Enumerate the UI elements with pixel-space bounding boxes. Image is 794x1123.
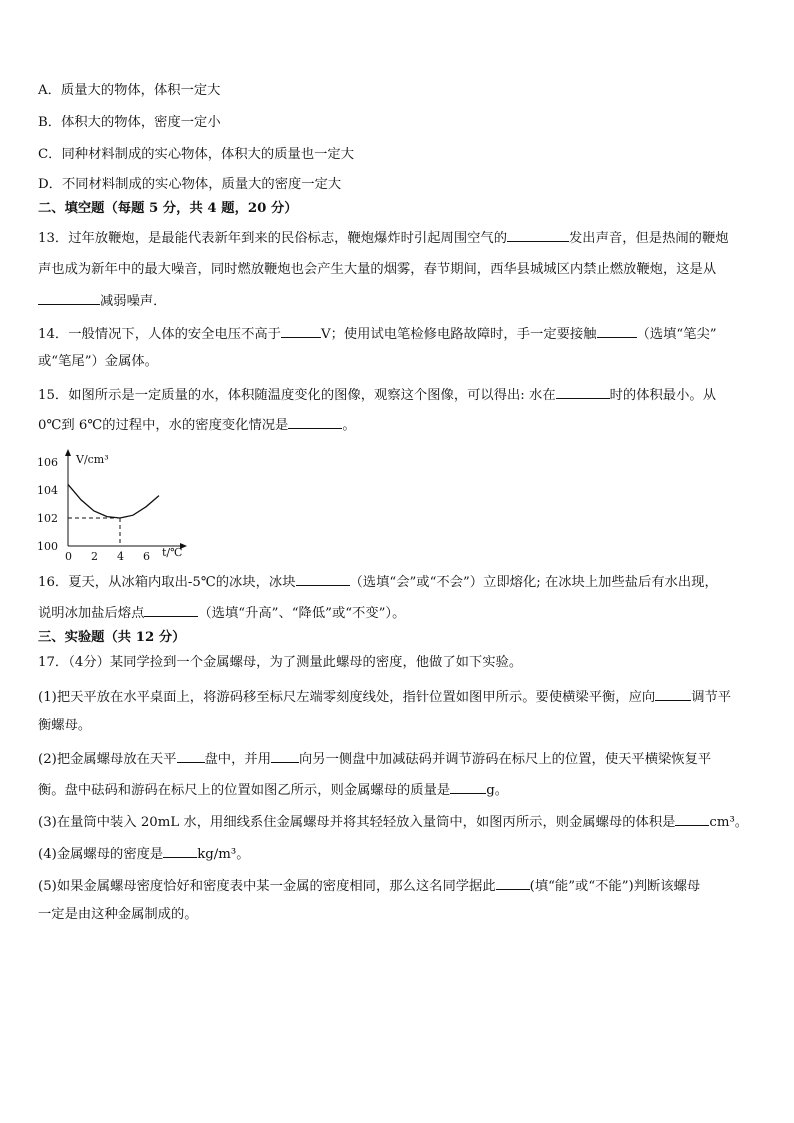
q15-text-3: 0℃到 6℃的过程中，水的密度变化情况是 xyxy=(38,418,289,433)
answer-blank[interactable] xyxy=(177,748,205,763)
q17-text: 衡。盘中砝码和游码在标尺上的位置如图乙所示，则金属螺母的质量是 xyxy=(38,783,451,798)
q14-text-3: （选填“笔尖” xyxy=(636,327,717,342)
answer-blank[interactable] xyxy=(38,290,100,305)
q17-text: 向另一侧盘中加减砝码并调节游码在标尺上的位置，使天平横梁恢复平 xyxy=(299,752,712,767)
question-14-line-1 xyxy=(38,323,763,345)
q17-text: 盘中，并用 xyxy=(204,752,271,767)
question-13-line-3 xyxy=(38,290,763,312)
answer-blank[interactable] xyxy=(675,811,709,826)
q17-text: cm³。 xyxy=(709,815,749,830)
answer-blank[interactable] xyxy=(597,323,637,338)
volume-temperature-chart xyxy=(34,448,194,560)
answer-blank[interactable] xyxy=(271,748,299,763)
question-15-line-2 xyxy=(38,414,763,436)
question-17-intro: 17．（4分）某同学捡到一个金属螺母，为了测量此螺母的密度，他做了如下实验。 xyxy=(38,655,523,670)
answer-blank[interactable] xyxy=(144,602,198,617)
q16-text-1: 16．夏天，从冰箱内取出-5℃的冰块，冰块 xyxy=(38,575,296,590)
question-16-line-1 xyxy=(38,571,763,593)
q17-text: kg/m³。 xyxy=(197,847,250,862)
question-16-line-2 xyxy=(38,602,763,624)
q17-text: (4)金属螺母的密度是 xyxy=(38,847,164,862)
option-a: A．质量大的物体，体积一定大 xyxy=(38,83,221,98)
y-tick-label: 100 xyxy=(37,540,58,553)
x-axis-label: t/℃ xyxy=(162,546,183,559)
q17-text: (填“能”或“不能”)判断该螺母 xyxy=(529,879,701,894)
q13-text-2: 发出声音，但是热闹的鞭炮 xyxy=(569,231,729,246)
option-d: D．不同材料制成的实心物体，质量大的密度一定大 xyxy=(38,177,342,192)
question-17-part-2-line-2 xyxy=(38,779,763,801)
answer-blank[interactable] xyxy=(288,414,342,429)
question-17-part-5-line-1 xyxy=(38,875,763,897)
q17-text: g。 xyxy=(486,783,509,798)
volume-curve xyxy=(68,484,159,518)
question-15-line-1 xyxy=(38,384,763,406)
q16-text-2: （选填“会”或“不会”）立即熔化; 在冰块上加些盐后有水出现， xyxy=(349,575,718,590)
y-axis-label: V/cm³ xyxy=(76,453,109,466)
question-17-part-5-line-2: 一定是由这种金属制成的。 xyxy=(38,907,198,922)
q15-text-1: 15．如图所示是一定质量的水，体积随温度变化的图像，观察这个图像，可以得出: 水在 xyxy=(38,388,556,403)
section-heading-experiment: 三、实验题（共 12 分） xyxy=(38,630,186,645)
x-tick-label: 2 xyxy=(91,550,98,560)
answer-blank[interactable] xyxy=(556,384,610,399)
x-tick-label: 0 xyxy=(65,550,72,560)
answer-blank[interactable] xyxy=(507,227,569,242)
question-17-part-4 xyxy=(38,843,763,865)
y-tick-label: 104 xyxy=(37,484,58,497)
section-heading-fill-blank: 二、填空题（每题 5 分，共 4 题，20 分） xyxy=(38,201,298,216)
y-tick-label: 106 xyxy=(37,456,58,469)
q14-text-1: 14．一般情况下，人体的安全电压不高于 xyxy=(38,327,281,342)
q17-text: (3)在量筒中装入 20mL 水，用细线系住金属螺母并将其轻轻放入量筒中，如图丙所示，则金属螺母的体积是 xyxy=(38,815,676,830)
question-17-part-1-line-1 xyxy=(38,686,763,708)
q17-text: (1)把天平放在水平桌面上，将游码移至标尺左端零刻度线处，指针位置如图甲所示。要使横梁平衡，应向 xyxy=(38,690,656,705)
answer-blank[interactable] xyxy=(281,323,321,338)
answer-blank[interactable] xyxy=(296,571,350,586)
answer-blank[interactable] xyxy=(496,875,530,890)
answer-blank[interactable] xyxy=(655,686,691,701)
question-13-line-2: 声也成为新年中的最大噪音，同时燃放鞭炮也会产生大量的烟雾，春节期间，西华县城城区内禁止燃放鞭炮，这是从 xyxy=(38,262,717,277)
question-17-part-2-line-1 xyxy=(38,748,763,770)
x-tick-label: 6 xyxy=(143,550,150,560)
q13-text-1: 13．过年放鞭炮，是最能代表新年到来的民俗标志，鞭炮爆炸时引起周围空气的 xyxy=(38,231,508,246)
q14-text-2: V；使用试电笔检修电路故障时，手一定要接触 xyxy=(320,327,597,342)
question-14-line-2: 或“笔尾”）金属体。 xyxy=(38,354,158,369)
q15-text-2: 时的体积最小。从 xyxy=(609,388,716,403)
q15-text-4: 。 xyxy=(342,418,356,433)
question-13-line-1 xyxy=(38,227,763,249)
q16-text-3: 说明冰加盐后熔点 xyxy=(38,606,145,621)
option-b: B．体积大的物体，密度一定小 xyxy=(38,115,221,130)
y-tick-label: 102 xyxy=(37,512,58,525)
q16-text-4: （选填“升高”、“降低”或“不变”）。 xyxy=(198,606,406,621)
q17-text: (5)如果金属螺母密度恰好和密度表中某一金属的密度相同，那么这名同学据此 xyxy=(38,879,496,894)
q17-text: 调节平 xyxy=(691,690,732,705)
question-17-part-1-line-2: 衡螺母。 xyxy=(38,718,92,733)
x-tick-label: 4 xyxy=(117,550,124,560)
option-c: C．同种材料制成的实心物体，体积大的质量也一定大 xyxy=(38,147,355,162)
q17-text: (2)把金属螺母放在天平 xyxy=(38,752,177,767)
answer-blank[interactable] xyxy=(450,779,486,794)
question-17-part-3 xyxy=(38,811,763,833)
y-axis-arrow xyxy=(65,449,71,456)
q13-text-3: 减弱噪声． xyxy=(100,294,167,309)
answer-blank[interactable] xyxy=(163,843,197,858)
